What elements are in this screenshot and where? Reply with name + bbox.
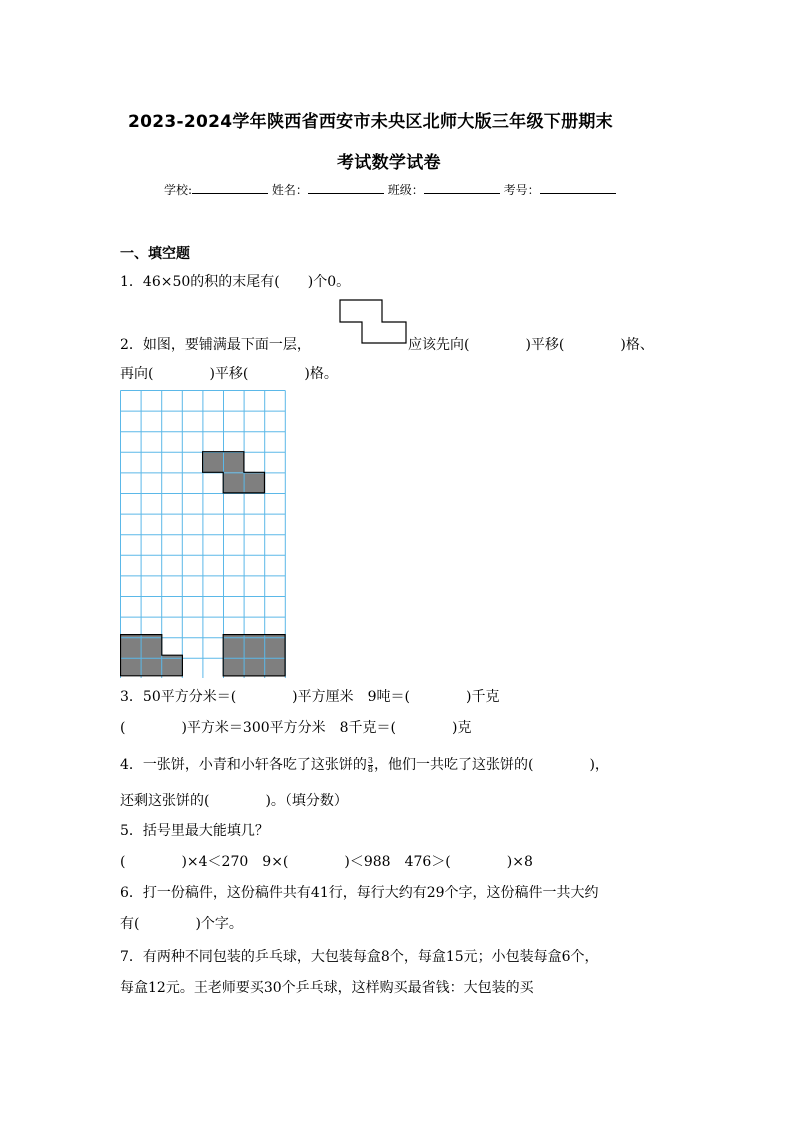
- student-info-row: [164, 181, 616, 198]
- tiling-grid: [120, 390, 288, 678]
- class-label: 班级：: [387, 183, 424, 197]
- exam-title-line1: 2023-2024学年陕西省西安市未央区北师大版三年级下册期末: [128, 112, 613, 132]
- question-6-line1: 6．打一份稿件，这份稿件共有41行，每行大约有29个字，这份稿件一共大约: [120, 885, 599, 901]
- exam-title-line2: 考试数学试卷: [337, 153, 441, 173]
- section-heading: 一、填空题: [120, 246, 190, 262]
- name-label: 姓名：: [271, 183, 308, 197]
- school-label: 学校:: [164, 183, 193, 197]
- question-4-part-a: 4．一张饼，小青和小轩各吃了这张饼的: [120, 757, 367, 773]
- fraction-three-eighths: [368, 757, 373, 774]
- shape-figure: [338, 298, 410, 346]
- name-field[interactable]: [308, 181, 384, 194]
- question-6-line2: 有( )个字。: [120, 916, 243, 932]
- question-5-line2: ( )×4＜270 9×( )＜988 476＞( )×8: [120, 854, 533, 870]
- question-2-line2: 再向( )平移( )格。: [120, 366, 338, 382]
- class-field[interactable]: [424, 181, 500, 194]
- fraction-denominator: 8: [367, 764, 373, 774]
- question-2-part-a: 2．如图，要铺满最下面一层，: [120, 337, 311, 353]
- question-4-part-b: ，他们一共吃了这张饼的( )，: [374, 757, 609, 773]
- question-7-line2: 每盒12元。王老师要买30个乒乓球，这样购买最省钱：大包装的买: [120, 980, 534, 996]
- question-4-line2: 还剩这张饼的( )。（填分数）: [120, 793, 348, 809]
- question-7-line1: 7．有两种不同包装的乒乓球，大包装每盒8个，每盒15元；小包装每盒6个，: [120, 949, 599, 965]
- school-field[interactable]: [192, 181, 268, 194]
- exam-number-label: 考号：: [503, 183, 540, 197]
- question-1: 1．46×50的积的末尾有( )个0。: [120, 274, 351, 290]
- question-3-line1: 3．50平方分米＝( )平方厘米 9吨＝( )千克: [120, 689, 500, 705]
- z-shape-outline: [340, 300, 406, 343]
- question-2-part-b: 应该先向( )平移( )格、: [408, 337, 654, 353]
- question-5-line1: 5．括号里最大能填几？: [120, 823, 269, 839]
- question-3-line2: ( )平方米＝300平方分米 8千克＝( )克: [120, 720, 472, 736]
- fraction-numerator: 3: [367, 755, 373, 765]
- exam-number-field[interactable]: [540, 181, 616, 194]
- question-4-line1: [120, 754, 609, 774]
- bottom-right-block: [223, 635, 285, 676]
